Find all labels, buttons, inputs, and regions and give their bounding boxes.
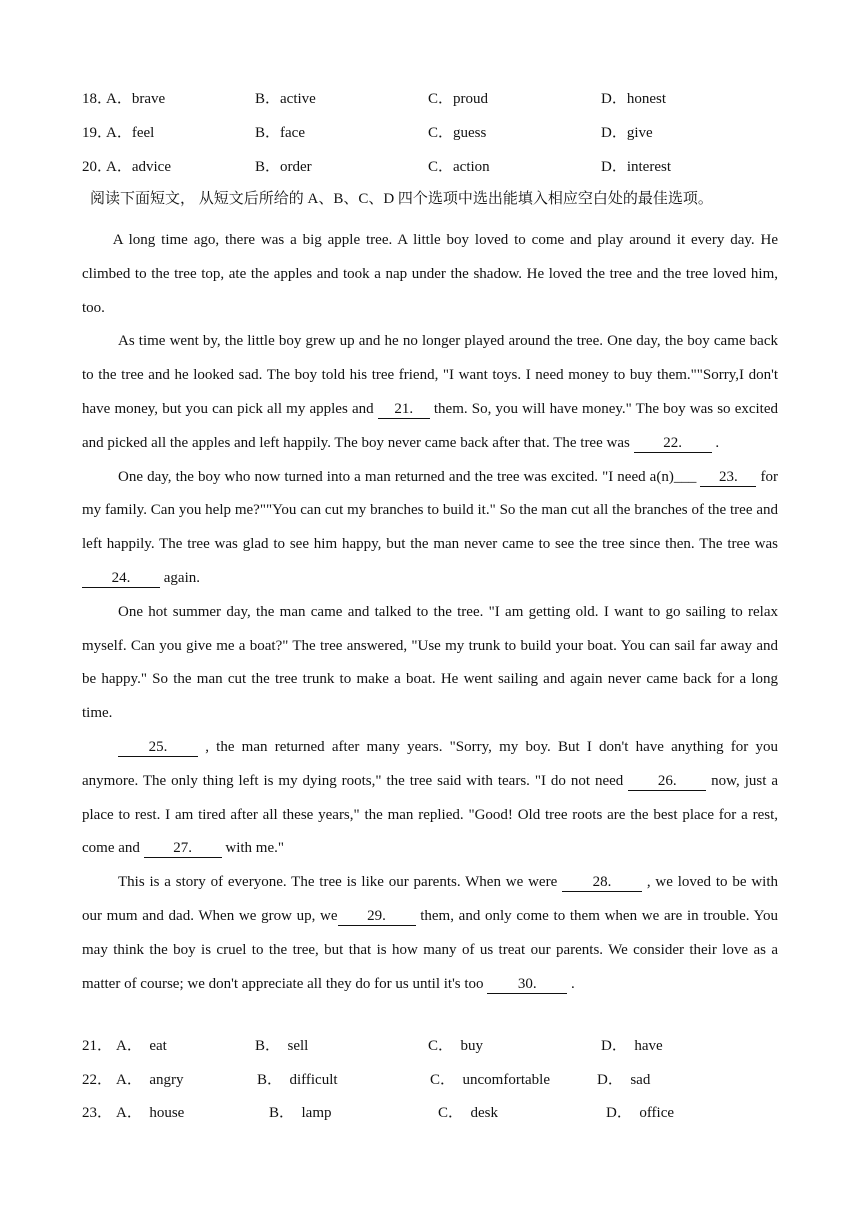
blank-25[interactable]: 25. — [118, 738, 198, 757]
question-number: 19． — [82, 125, 113, 141]
option-b[interactable]: B．face — [255, 125, 305, 141]
text: One day, the boy who now turned into a man returned and the tree was excited. "I need a(n)___ — [118, 468, 701, 485]
option-d[interactable]: D．interest — [601, 159, 671, 175]
option-b[interactable]: B． difficult — [257, 1072, 338, 1088]
text: again. — [160, 569, 200, 586]
paragraph-5 — [82, 731, 778, 866]
option-a[interactable]: A． house — [116, 1105, 185, 1121]
option-c[interactable]: C．proud — [428, 91, 489, 107]
option-a[interactable]: A． eat — [116, 1038, 167, 1054]
option-c[interactable]: C．action — [428, 159, 490, 175]
option-a[interactable]: A．advice — [106, 159, 171, 175]
blank-30[interactable]: 30. — [487, 975, 567, 994]
text: As time went by, the little boy grew up and he no longer played around the tree. One day, the boy came back to the tree and he looked sad. The boy told his tree friend, "I want toys. I need money to buy them.""Sorry,I don't have money, but you can pick all my apples and — [82, 333, 778, 417]
blank-22[interactable]: 22. — [634, 434, 712, 453]
blank-24[interactable]: 24. — [82, 569, 160, 588]
paragraph-2 — [82, 325, 778, 460]
paragraph-6 — [82, 866, 778, 1001]
blank-27[interactable]: 27. — [144, 839, 222, 858]
option-c[interactable]: C． desk — [438, 1105, 499, 1121]
option-d[interactable]: D．honest — [601, 91, 666, 107]
instruction-text: 阅读下面短文， 从短文后所给的 A、B、C、D 四个选项中选出能填入相应空白处的最佳选项。 — [90, 191, 713, 207]
blank-23[interactable]: 23. — [700, 468, 756, 487]
question-number: 23． — [82, 1105, 113, 1121]
option-b[interactable]: B．active — [255, 91, 316, 107]
text: , the man returned after many years. "Sorry, my boy. But I don't have anything for you anymore. The only thing left is my dying roots," the tree said with tears. "I do not need — [82, 738, 778, 789]
blank-29[interactable]: 29. — [338, 907, 416, 926]
text: This is a story of everyone. The tree is like our parents. When we were — [118, 874, 563, 891]
text: , we loved to be with our mum and dad. When we grow up, we — [82, 874, 778, 924]
text: . — [567, 975, 575, 992]
text: with me." — [221, 840, 285, 857]
option-b[interactable]: B． lamp — [269, 1105, 332, 1121]
paragraph-1: A long time ago, there was a big apple tree. A little boy loved to come and play around it every day. He climbed to the tree top, ate the apples and took a nap under the shadow. He loved the tree and the tree loved him, too. — [82, 232, 778, 316]
text: for my family. Can you help me?""You can cut my branches to build it." So the man cut all the branches of the tree and left happily. The tree was glad to see him happy, but the man never came to see the tree since then. The tree was — [82, 468, 778, 553]
paragraph-4: One hot summer day, the man came and talked to the tree. "I am getting old. I want to go sailing to relax myself. Can you give me a boat?" The tree answered, "Use my trunk to build your boat. You can sail far away and be happy." So the man cut the tree trunk to make a boat. He went sailing and again never came back for a long time. — [82, 603, 778, 722]
option-d[interactable]: D． have — [601, 1038, 663, 1054]
option-c[interactable]: C．guess — [428, 125, 487, 141]
blank-26[interactable]: 26. — [628, 772, 706, 791]
text: . — [711, 434, 720, 451]
option-b[interactable]: B． sell — [255, 1038, 309, 1054]
question-number: 20． — [82, 159, 113, 175]
option-c[interactable]: C． uncomfortable — [430, 1072, 550, 1088]
option-a[interactable]: A．feel — [106, 125, 155, 141]
option-d[interactable]: D．give — [601, 125, 653, 141]
question-number: 21． — [82, 1038, 113, 1054]
option-b[interactable]: B．order — [255, 159, 312, 175]
text: them. So, you will have money." The boy was so excited and picked all the apples and left happily. The boy never came back after that. The tree was — [82, 400, 778, 451]
paragraph-3 — [82, 461, 778, 596]
option-c[interactable]: C． buy — [428, 1038, 484, 1054]
reading-passage — [82, 224, 778, 1001]
text: now, just a place to rest. I am tired after all these years," the man replied. "Good! Old tree roots are the best place for a rest, come and — [82, 772, 778, 857]
blank-28[interactable]: 28. — [562, 873, 642, 892]
question-number: 22． — [82, 1072, 113, 1088]
blank-21[interactable]: 21. — [378, 400, 430, 419]
question-number: 18． — [82, 91, 113, 107]
text: them, and only come to them when we are in trouble. You may think the boy is cruel to the tree, but that is how many of us treat our parents. We consider their love as a matter of course; we don't appreciate all they do for us until it's too — [82, 907, 779, 992]
option-d[interactable]: D． sad — [597, 1072, 651, 1088]
option-a[interactable]: A．brave — [106, 91, 166, 107]
option-d[interactable]: D． office — [606, 1105, 675, 1121]
option-a[interactable]: A． angry — [116, 1072, 184, 1088]
